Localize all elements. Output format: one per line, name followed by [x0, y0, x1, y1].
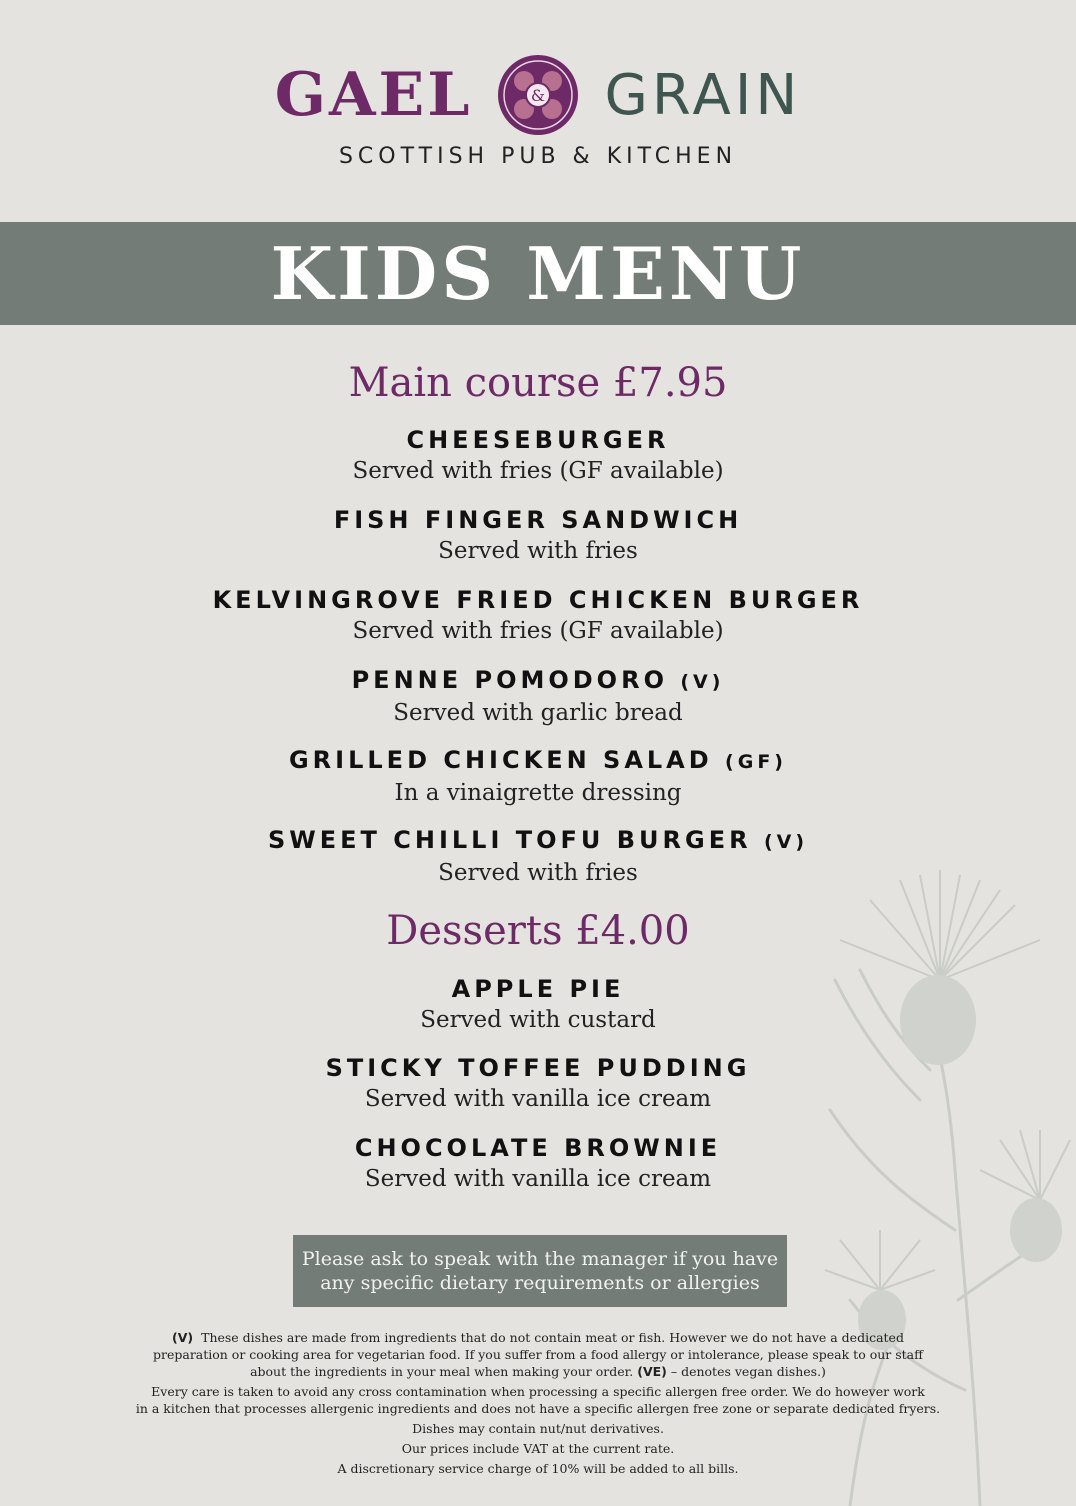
footer-text: A discretionary service charge of 10% will be added to all bills. — [337, 1461, 739, 1476]
logo — [0, 50, 1076, 140]
dietary-tag: (V) — [763, 831, 809, 853]
item-name: CHEESEBURGER — [406, 426, 670, 454]
menu-item — [0, 745, 1076, 809]
section-title-main-course: Main course £7.95 — [348, 360, 728, 406]
menu-item — [0, 665, 1076, 729]
item-description: Served with custard — [420, 1007, 656, 1033]
vegan-badge: (VE) — [637, 1364, 667, 1379]
logo-grain-text: GRAIN — [604, 62, 802, 128]
footer-text: in a kitchen that processes allergenic ingredients and does not have a specific allergen free zone or separate dedicated fryers. — [135, 1401, 941, 1416]
item-name: SWEET CHILLI TOFU BURGER — [267, 826, 752, 854]
item-description: Served with fries (GF available) — [352, 618, 724, 644]
menu-item — [0, 585, 1076, 647]
menu-item — [0, 425, 1076, 487]
footer-text: Our prices include VAT at the current rate. — [401, 1441, 675, 1456]
menu-item — [0, 1133, 1076, 1195]
item-name: CHOCOLATE BROWNIE — [354, 1134, 722, 1162]
item-name: GRILLED CHICKEN SALAD — [288, 746, 713, 774]
tagline: SCOTTISH PUB & KITCHEN — [338, 144, 738, 169]
item-description: Served with fries — [438, 860, 638, 886]
footer-text: – denotes vegan dishes.) — [670, 1364, 826, 1379]
footer-text: These dishes are made from ingredients that do not contain meat or fish. However we do not have a dedicated — [201, 1330, 904, 1345]
item-name: STICKY TOFFEE PUDDING — [325, 1054, 751, 1082]
logo-gael-text: GAEL — [274, 60, 473, 130]
footer-text: about the ingredients in your meal when making your order. — [250, 1364, 634, 1379]
item-description: Served with fries (GF available) — [352, 458, 724, 484]
item-name: PENNE POMODORO — [351, 666, 668, 694]
menu-item — [0, 1053, 1076, 1115]
logo-emblem-ampersand: & — [531, 86, 546, 105]
footer-text: preparation or cooking area for vegetarian food. If you suffer from a food allergy or intolerance, please speak to our staff — [152, 1347, 923, 1362]
menu-item — [0, 974, 1076, 1036]
item-description: Served with vanilla ice cream — [364, 1166, 712, 1192]
logo-emblem-icon — [496, 53, 580, 137]
vegetarian-badge: (V) — [172, 1330, 194, 1345]
footer-text: Every care is taken to avoid any cross contamination when processing a specific allergen free order. We do however work — [151, 1384, 925, 1399]
item-description: In a vinaigrette dressing — [394, 780, 682, 806]
footer-notes — [110, 1329, 966, 1477]
footer-text: Dishes may contain nut/nut derivatives. — [412, 1421, 664, 1436]
allergy-notice — [293, 1235, 787, 1307]
page-title: KIDS MENU — [270, 231, 806, 316]
menu-item — [0, 825, 1076, 889]
notice-line: Please ask to speak with the manager if you have — [301, 1248, 779, 1270]
notice-line: any specific dietary requirements or allergies — [320, 1272, 760, 1294]
item-name: APPLE PIE — [451, 975, 625, 1003]
dietary-tag: (V) — [680, 671, 725, 693]
item-description: Served with fries — [438, 538, 638, 564]
item-description: Served with garlic bread — [393, 700, 683, 726]
item-name: FISH FINGER SANDWICH — [333, 506, 743, 534]
menu-item — [0, 505, 1076, 567]
dietary-tag: (GF) — [725, 751, 787, 773]
item-description: Served with vanilla ice cream — [364, 1086, 712, 1112]
section-title-desserts: Desserts £4.00 — [386, 908, 690, 954]
title-band — [0, 222, 1076, 325]
item-name: KELVINGROVE FRIED CHICKEN BURGER — [212, 586, 864, 614]
